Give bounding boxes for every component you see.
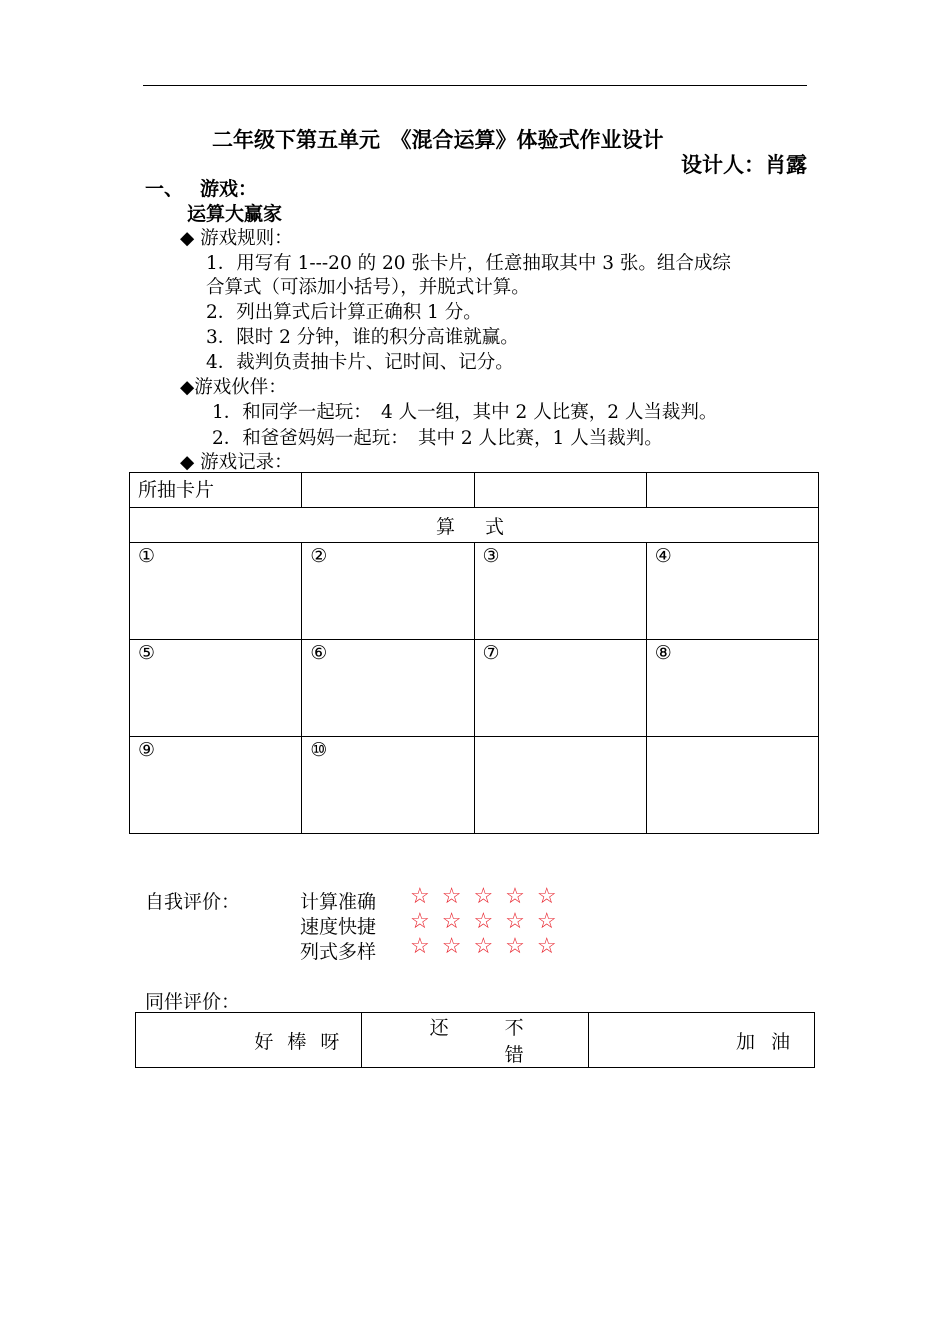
formula-cell[interactable] (646, 737, 818, 834)
partners-heading: ◆游戏伙伴： (180, 377, 287, 398)
peer-option-great[interactable]: 好棒呀 (136, 1013, 362, 1068)
peer-option-good[interactable]: 还不错 (362, 1013, 588, 1068)
game-name: 运算大赢家 (187, 203, 283, 225)
section-heading (145, 174, 257, 201)
partner-line: 2．和爸爸妈妈一起玩： 其中 2 人比赛，1 人当裁判。 (212, 428, 663, 449)
rules-heading: ◆ 游戏规则： (180, 228, 293, 249)
criterion-label: 速度快捷 (300, 916, 377, 938)
formula-cell[interactable]: ⑦ (474, 640, 646, 737)
peer-eval-table (135, 1012, 815, 1068)
rule-line: 4．裁判负责抽卡片、记时间、记分。 (206, 352, 514, 373)
section-label: 游戏： (200, 178, 258, 200)
peer-option-keep-going[interactable]: 加油 (588, 1013, 814, 1068)
record-table (129, 472, 819, 834)
header-rule (143, 85, 807, 86)
formula-cell[interactable]: ⑤ (130, 640, 302, 737)
rule-line: 合算式（可添加小括号），并脱式计算。 (206, 277, 530, 298)
section-number: 一、 (145, 178, 184, 200)
star-rating[interactable]: ☆☆☆☆☆ (410, 934, 569, 959)
formula-cell[interactable]: ⑨ (130, 737, 302, 834)
rule-line: 1．用写有 1---20 的 20 张卡片，任意抽取其中 3 张。组合成综 (206, 253, 731, 274)
criterion-label: 列式多样 (300, 941, 377, 963)
star-rating[interactable]: ☆☆☆☆☆ (410, 884, 569, 909)
rule-line: 2．列出算式后计算正确积 1 分。 (206, 302, 482, 323)
formula-cell[interactable]: ⑧ (646, 640, 818, 737)
formula-cell[interactable]: ⑥ (302, 640, 474, 737)
peer-eval-label: 同伴评价： (145, 991, 241, 1013)
formula-cell[interactable]: ④ (646, 543, 818, 640)
rule-line: 3．限时 2 分钟，谁的积分高谁就赢。 (206, 327, 519, 348)
card-cell[interactable] (474, 473, 646, 508)
designer: 设计人：肖露 (681, 153, 807, 177)
formula-cell[interactable]: ③ (474, 543, 646, 640)
page-title: 二年级下第五单元 《混合运算》体验式作业设计 (212, 128, 664, 152)
formula-cell[interactable]: ② (302, 543, 474, 640)
record-heading: ◆ 游戏记录： (180, 452, 293, 473)
star-rating[interactable]: ☆☆☆☆☆ (410, 909, 569, 934)
formula-cell[interactable] (474, 737, 646, 834)
card-cell[interactable] (302, 473, 474, 508)
formula-cell[interactable]: ① (130, 543, 302, 640)
self-eval-label: 自我评价： (145, 891, 241, 913)
cards-label-cell: 所抽卡片 (130, 473, 302, 508)
formula-header: 算式 (130, 508, 819, 543)
criterion-label: 计算准确 (300, 891, 377, 913)
partner-line: 1．和同学一起玩： 4 人一组，其中 2 人比赛，2 人当裁判。 (212, 402, 718, 423)
card-cell[interactable] (646, 473, 818, 508)
formula-cell[interactable]: ⑩ (302, 737, 474, 834)
